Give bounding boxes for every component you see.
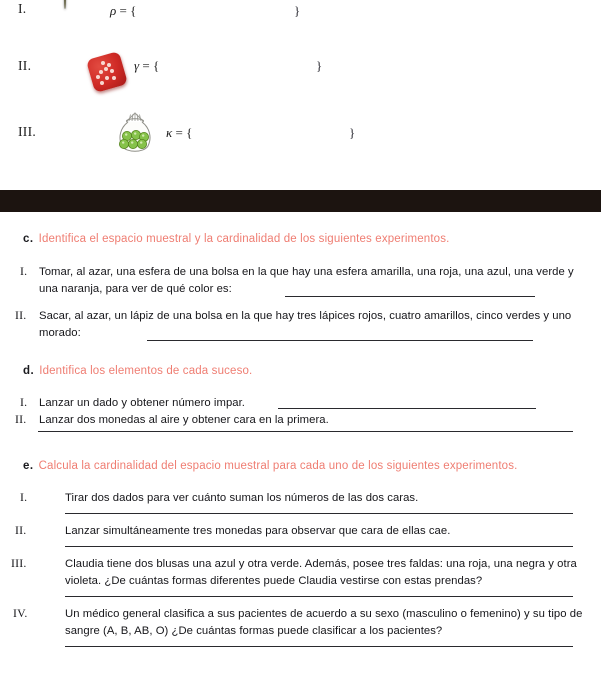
- question-text: Sacar, al azar, un lápiz de una bolsa en la que hay tres lápices rojos, cuatro amarillos, cinco verdes y uno morado:: [39, 310, 572, 339]
- set-symbol-kappa: κ: [166, 125, 173, 140]
- set-equals-open: = {: [172, 125, 193, 140]
- section-heading-text-d: Identifica los elementos de cada suceso.: [39, 365, 253, 377]
- section-heading-c: [23, 233, 449, 245]
- section-letter-c: c.: [23, 233, 34, 245]
- question-numeral: II.: [15, 412, 27, 426]
- section-letter-d: d.: [23, 365, 35, 377]
- set-row-ii: [0, 48, 601, 108]
- question-numeral: I.: [20, 395, 28, 409]
- question-text: Tirar dos dados para ver cuánto suman los números de las dos caras.: [65, 492, 419, 504]
- question-text: Lanzar simultáneamente tres monedas para observar que cara de ellas cae.: [65, 525, 451, 537]
- set-close-brace-kappa: }: [349, 125, 356, 140]
- set-expression-gamma: [134, 58, 159, 74]
- set-symbol-rho: ρ: [110, 3, 117, 18]
- answer-line[interactable]: [65, 596, 573, 597]
- answer-line[interactable]: [278, 408, 536, 409]
- set-row-numeral: I.: [18, 1, 27, 16]
- answer-line[interactable]: [285, 296, 535, 297]
- answer-line[interactable]: [65, 513, 573, 514]
- set-row-i: [0, 0, 601, 48]
- section-heading-text-c: Identifica el espacio muestral y la cardinalidad de los siguientes experimentos.: [38, 233, 450, 245]
- question-numeral: I.: [20, 264, 28, 278]
- bag-of-balls-icon: [112, 110, 158, 161]
- question-text: Un médico general clasifica a sus pacientes de acuerdo a su sexo (masculino o femenino) y su tipo de sangre (A, B, AB, O) ¿De cuántas formas puede clasificar a los pacientes?: [65, 608, 583, 637]
- question-text: Tomar, al azar, una esfera de una bolsa en la que hay una esfera amarilla, una roja, una azul, una verde y una naranja, para ver de qué color es:: [39, 266, 574, 295]
- set-row-numeral: II.: [18, 58, 32, 73]
- question-text: Claudia tiene dos blusas una azul y otra verde. Además, posee tres faldas: una roja, una negra y otra violeta. ¿De cuántas formas diferentes puede Claudia vestirse con estas prendas?: [65, 558, 577, 587]
- section-heading-text-e: Calcula la cardinalidad del espacio muestral para cada uno de los siguientes experimentos.: [38, 460, 518, 472]
- question-text: Lanzar dos monedas al aire y obtener cara en la primera.: [39, 414, 329, 426]
- section-heading-d: [23, 365, 252, 377]
- question-numeral: II.: [15, 308, 27, 322]
- set-row-numeral: III.: [18, 124, 37, 139]
- question-numeral: I.: [20, 490, 28, 504]
- question-numeral: IV.: [13, 606, 28, 620]
- set-expression-rho: [110, 3, 136, 19]
- question-text: Lanzar un dado y obtener número impar.: [39, 397, 245, 409]
- question-numeral: III.: [11, 556, 27, 570]
- question-numeral: II.: [15, 523, 27, 537]
- set-symbol-gamma: γ: [134, 58, 140, 73]
- answer-line[interactable]: [147, 340, 533, 341]
- set-equals-open: = {: [116, 3, 137, 18]
- section-divider-band: [0, 190, 601, 212]
- set-close-brace-gamma: }: [316, 58, 323, 73]
- set-row-iii: [0, 110, 601, 170]
- spinner-icon: [64, 0, 66, 9]
- set-close-brace-rho: }: [294, 3, 301, 18]
- section-letter-e: e.: [23, 460, 34, 472]
- set-equals-open: = {: [139, 58, 160, 73]
- answer-line[interactable]: [65, 646, 573, 647]
- answer-line[interactable]: [38, 431, 573, 432]
- set-definitions-section: [0, 0, 601, 190]
- set-expression-kappa: [166, 125, 192, 141]
- answer-line[interactable]: [65, 546, 573, 547]
- section-heading-e: [23, 460, 517, 472]
